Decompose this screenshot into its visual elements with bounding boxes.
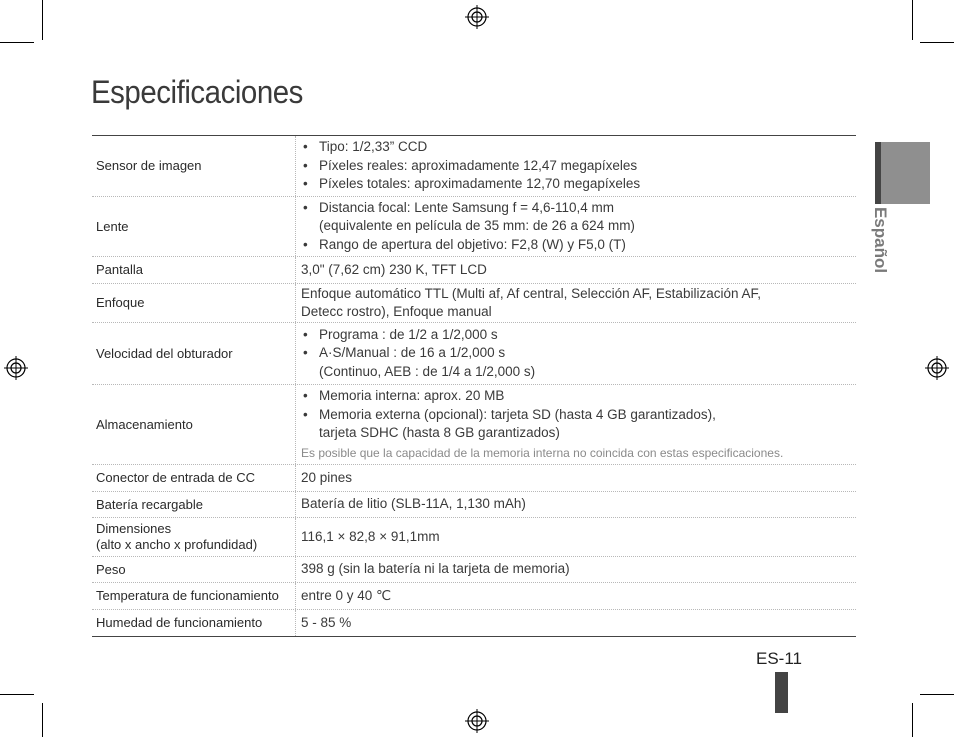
spec-row <box>92 136 856 196</box>
spec-bullet-line: • Píxeles totales: aproximadamente 12,70 megapíxeles <box>319 176 641 192</box>
registration-mark-icon <box>465 5 489 29</box>
spec-value-line: 116,1 × 82,8 × 91,1mm <box>301 528 440 544</box>
spec-label-text: Pantalla <box>96 262 143 277</box>
spec-label <box>92 610 296 636</box>
crop-mark <box>42 0 43 40</box>
crop-mark <box>0 694 34 695</box>
spec-bullet-line: (Continuo, AEB : de 1/4 a 1/2,000 s) <box>319 363 536 379</box>
spec-row <box>92 609 856 636</box>
spec-value <box>296 257 856 283</box>
spec-bullet-list <box>301 326 856 382</box>
spec-label-text: Peso <box>96 561 126 577</box>
spec-value <box>296 518 856 556</box>
crop-mark <box>920 694 954 695</box>
spec-label <box>92 385 296 464</box>
crop-mark <box>920 42 954 43</box>
spec-value <box>296 492 856 517</box>
spec-bullet-item <box>301 387 856 406</box>
spec-bullet-item <box>301 157 856 176</box>
spec-value <box>296 323 856 384</box>
crop-mark <box>912 0 913 40</box>
spec-row <box>92 196 856 256</box>
page-tab-marker <box>775 672 788 713</box>
spec-bullet-line: • Rango de apertura del objetivo: F2,8 (W) y F5,0 (T) <box>319 236 626 252</box>
spec-label <box>92 557 296 582</box>
spec-bullet-line: • A·S/Manual : de 16 a 1/2,000 s <box>319 345 506 361</box>
spec-value <box>296 197 856 256</box>
spec-value <box>296 583 856 609</box>
spec-bullet-item <box>301 344 856 381</box>
spec-bullet-item <box>301 175 856 194</box>
spec-label <box>92 197 296 256</box>
spec-bullet-line: • Memoria interna: aprox. 20 MB <box>319 388 505 404</box>
spec-label-text: Temperatura de funcionamiento <box>96 588 279 603</box>
spec-bullet-line: • Píxeles reales: aproximadamente 12,47 megapíxeles <box>319 157 638 173</box>
spec-bullet-line: • Tipo: 1/2,33” CCD <box>319 139 428 155</box>
spec-bullet-list <box>301 138 856 194</box>
spec-row <box>92 384 856 464</box>
spec-label <box>92 518 296 556</box>
specifications-table <box>92 135 856 637</box>
spec-label-text: (alto x ancho x profundidad) <box>96 537 258 552</box>
spec-bullet-item <box>301 236 856 255</box>
spec-label <box>92 492 296 517</box>
spec-bullet-list <box>301 387 856 443</box>
spec-row <box>92 256 856 283</box>
spec-row <box>92 582 856 609</box>
registration-mark-icon <box>465 709 489 733</box>
crop-mark <box>42 703 43 737</box>
language-tab <box>875 142 930 204</box>
spec-value-line: 3,0" (7,62 cm) 230 K, TFT LCD <box>301 261 487 277</box>
spec-value-line: 5 - 85 % <box>301 614 352 630</box>
spec-note: Es posible que la capacidad de la memoria interna no coincida con estas especificaciones. <box>301 445 784 460</box>
spec-bullet-item <box>301 199 856 236</box>
spec-value-line: 398 g (sin la batería ni la tarjeta de memoria) <box>301 561 570 577</box>
spec-label-text: Conector de entrada de CC <box>96 470 255 485</box>
spec-value <box>296 284 856 322</box>
spec-row <box>92 556 856 582</box>
spec-bullet-list <box>301 199 856 255</box>
page-title: Especificaciones <box>91 74 303 110</box>
spec-label-text: Batería recargable <box>96 496 203 512</box>
spec-bullet-item <box>301 326 856 345</box>
spec-label <box>92 323 296 384</box>
language-tab-label: Español <box>871 206 890 274</box>
spec-label-text: Enfoque <box>96 295 145 310</box>
spec-value <box>296 385 856 464</box>
spec-value-line: Detecc rostro), Enfoque manual <box>301 304 492 319</box>
spec-label-text: Dimensiones <box>96 521 172 536</box>
spec-bullet-item <box>301 406 856 443</box>
spec-label-text: Humedad de funcionamiento <box>96 615 263 630</box>
spec-bullet-item <box>301 138 856 157</box>
spec-label <box>92 257 296 283</box>
spec-value-line: Batería de litio (SLB-11A, 1,130 mAh) <box>301 496 526 512</box>
spec-label <box>92 583 296 609</box>
spec-value-line: entre 0 y 40 ℃ <box>301 587 392 603</box>
spec-row <box>92 517 856 556</box>
language-tab-edge <box>875 142 881 204</box>
spec-bullet-line: (equivalente en película de 35 mm: de 26 a 624 mm) <box>319 218 635 234</box>
spec-label-text: Lente <box>96 218 129 234</box>
spec-row <box>92 283 856 322</box>
spec-value-line: 20 pines <box>301 469 353 485</box>
crop-mark <box>912 703 913 737</box>
spec-bullet-line: • Memoria externa (opcional): tarjeta SD (hasta 4 GB garantizados), <box>319 406 716 422</box>
spec-value <box>296 465 856 491</box>
spec-value <box>296 557 856 582</box>
spec-value <box>296 610 856 636</box>
spec-row <box>92 491 856 517</box>
spec-row <box>92 464 856 491</box>
spec-label-text: Almacenamiento <box>96 416 193 432</box>
spec-value <box>296 136 856 196</box>
spec-label <box>92 465 296 491</box>
spec-label-text: Sensor de imagen <box>96 158 202 173</box>
spec-value-line: Enfoque automático TTL (Multi af, Af central, Selección AF, Estabilización AF, <box>301 285 761 301</box>
spec-label <box>92 284 296 322</box>
crop-mark <box>0 42 34 43</box>
spec-row <box>92 322 856 384</box>
spec-bullet-line: • Distancia focal: Lente Samsung f = 4,6-110,4 mm <box>319 199 615 215</box>
registration-mark-icon <box>925 356 949 380</box>
page-number: ES-11 <box>756 649 802 668</box>
spec-bullet-line: • Programa : de 1/2 a 1/2,000 s <box>319 326 498 342</box>
registration-mark-icon <box>4 356 28 380</box>
spec-label <box>92 136 296 196</box>
spec-bullet-line: tarjeta SDHC (hasta 8 GB garantizados) <box>319 425 560 441</box>
spec-label-text: Velocidad del obturador <box>96 345 233 361</box>
